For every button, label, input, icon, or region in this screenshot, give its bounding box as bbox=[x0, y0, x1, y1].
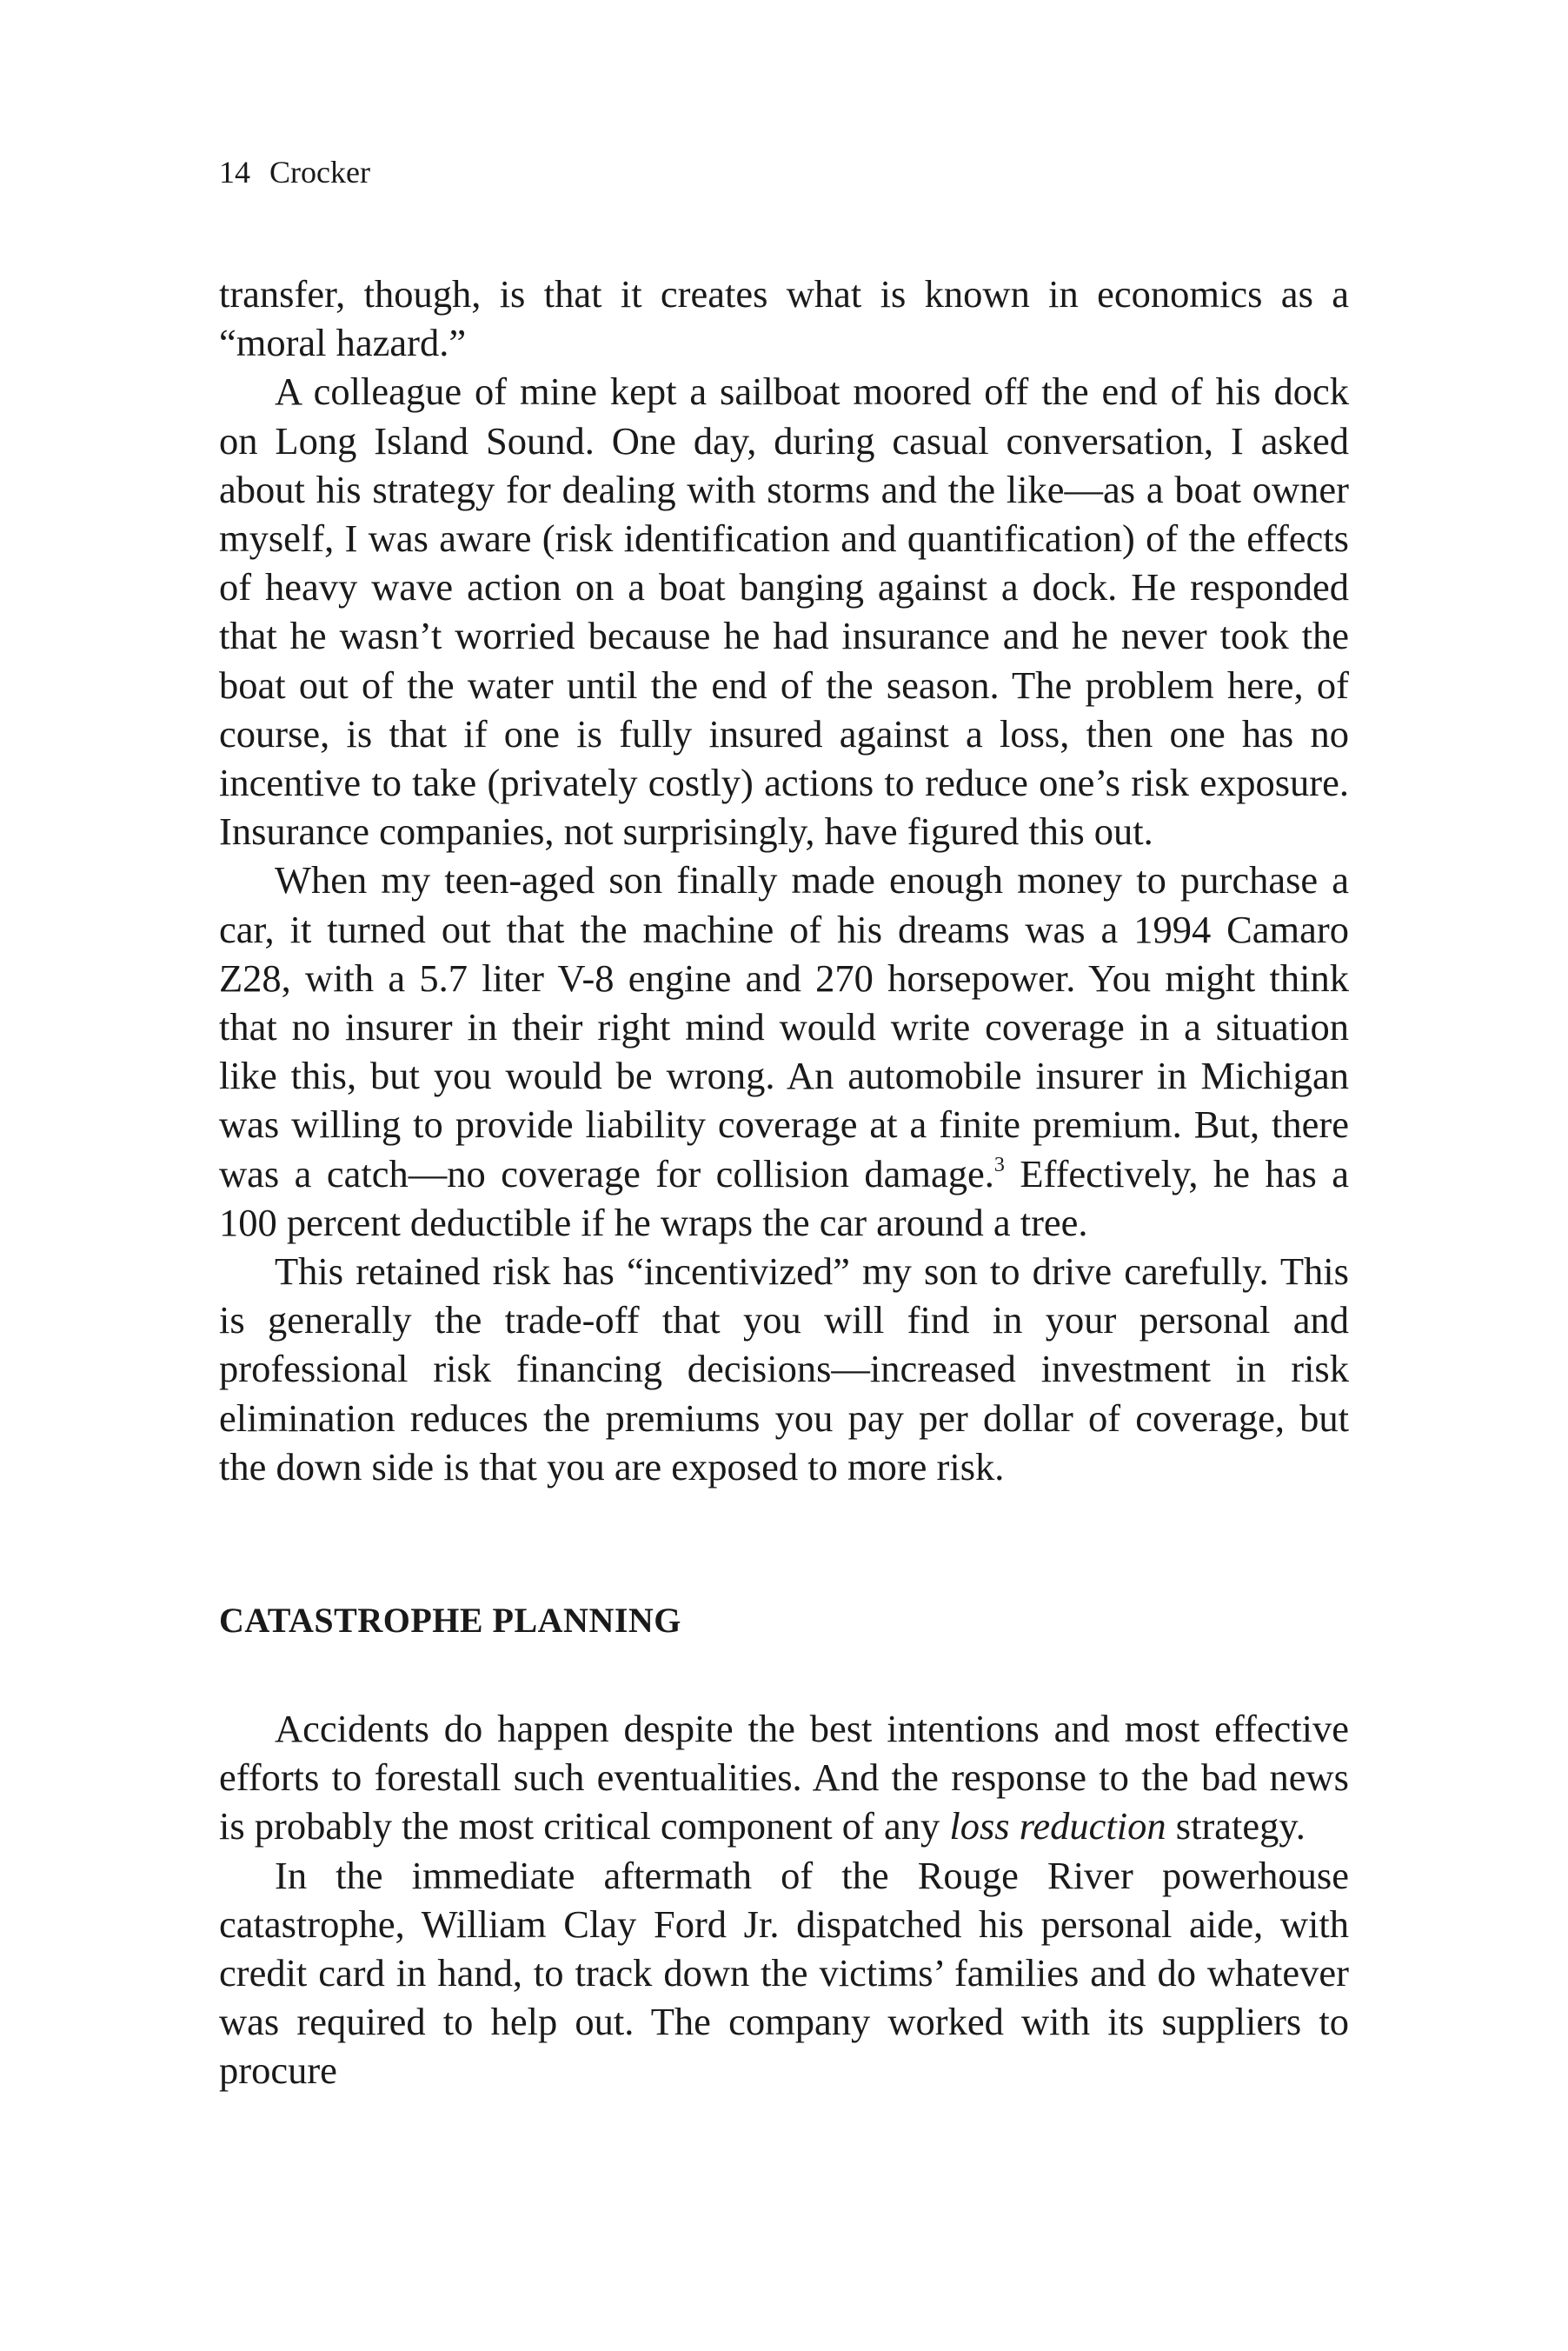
paragraph-rouge-river: In the immediate aftermath of the Rouge River powerhouse catastrophe, William Clay Ford Jr. dispatched his personal aide, with credit card in hand, to track down the victims’ families and do whatever was required to help out. The company worked with its suppliers to procure bbox=[219, 1853, 1349, 2093]
page-number: 14 bbox=[219, 155, 250, 190]
paragraph-camaro-text-b: Effectively, he has a 100 percent deductible if he wraps the car around a tree. bbox=[219, 1151, 1349, 1244]
paragraph-accidents-text-a: Accidents do happen despite the best intentions and most effective efforts to forestall such eventualities. And the response to the bad news is probably the most critical component of any bbox=[219, 1707, 1349, 1848]
italic-term: loss reduction bbox=[949, 1804, 1166, 1848]
paragraph-camaro-anecdote bbox=[219, 856, 1349, 1247]
body-text-section-two bbox=[219, 1704, 1349, 2095]
section-heading: CATASTROPHE PLANNING bbox=[219, 1601, 681, 1640]
running-head-author: Crocker bbox=[269, 155, 370, 190]
body-text-section-one bbox=[219, 270, 1349, 1491]
paragraph-sailboat-anecdote: A colleague of mine kept a sailboat moored off the end of his dock on Long Island Sound. One day, during casual conversation, I asked about his strategy for dealing with storms and the like—as a boat owner myself, I was aware (risk identification and quantification) of the effects of heavy wave action on a boat banging against a dock. He responded that he wasn’t worried because he had insurance and he never took the boat out of the water until the end of the season. The problem here, of course, is that if one is fully insured against a loss, then one has no incentive to take (privately costly) actions to reduce one’s risk exposure. Insurance companies, not surprisingly, have figured this out. bbox=[219, 370, 1349, 854]
paragraph-accidents bbox=[219, 1704, 1349, 1851]
footnote-marker: 3 bbox=[993, 1153, 1005, 1176]
paragraph-accidents-text-b: strategy. bbox=[1166, 1804, 1306, 1848]
paragraph-moral-hazard-continuation: transfer, though, is that it creates what is known in economics as a “moral hazard.” bbox=[219, 272, 1349, 365]
paragraph-retained-risk: This retained risk has “incentivized” my son to drive carefully. This is generally the trade-off that you will find in your personal and professional risk financing decisions—increased investment in risk elimination reduces the premiums you pay per dollar of coverage, but the down side is that you are exposed to more risk. bbox=[219, 1249, 1349, 1489]
paragraph-camaro-text-a: When my teen-aged son finally made enough money to purchase a car, it turned out that the machine of his dreams was a 1994 Camaro Z28, with a 5.7 liter V-8 engine and 270 horsepower. You might think that no insurer in their right mind would write coverage in a situation like this, but you would be wrong. An automobile insurer in Michigan was willing to provide liability coverage at a finite premium. But, there was a catch—no coverage for collision damage. bbox=[219, 858, 1349, 1195]
running-head bbox=[219, 152, 370, 192]
